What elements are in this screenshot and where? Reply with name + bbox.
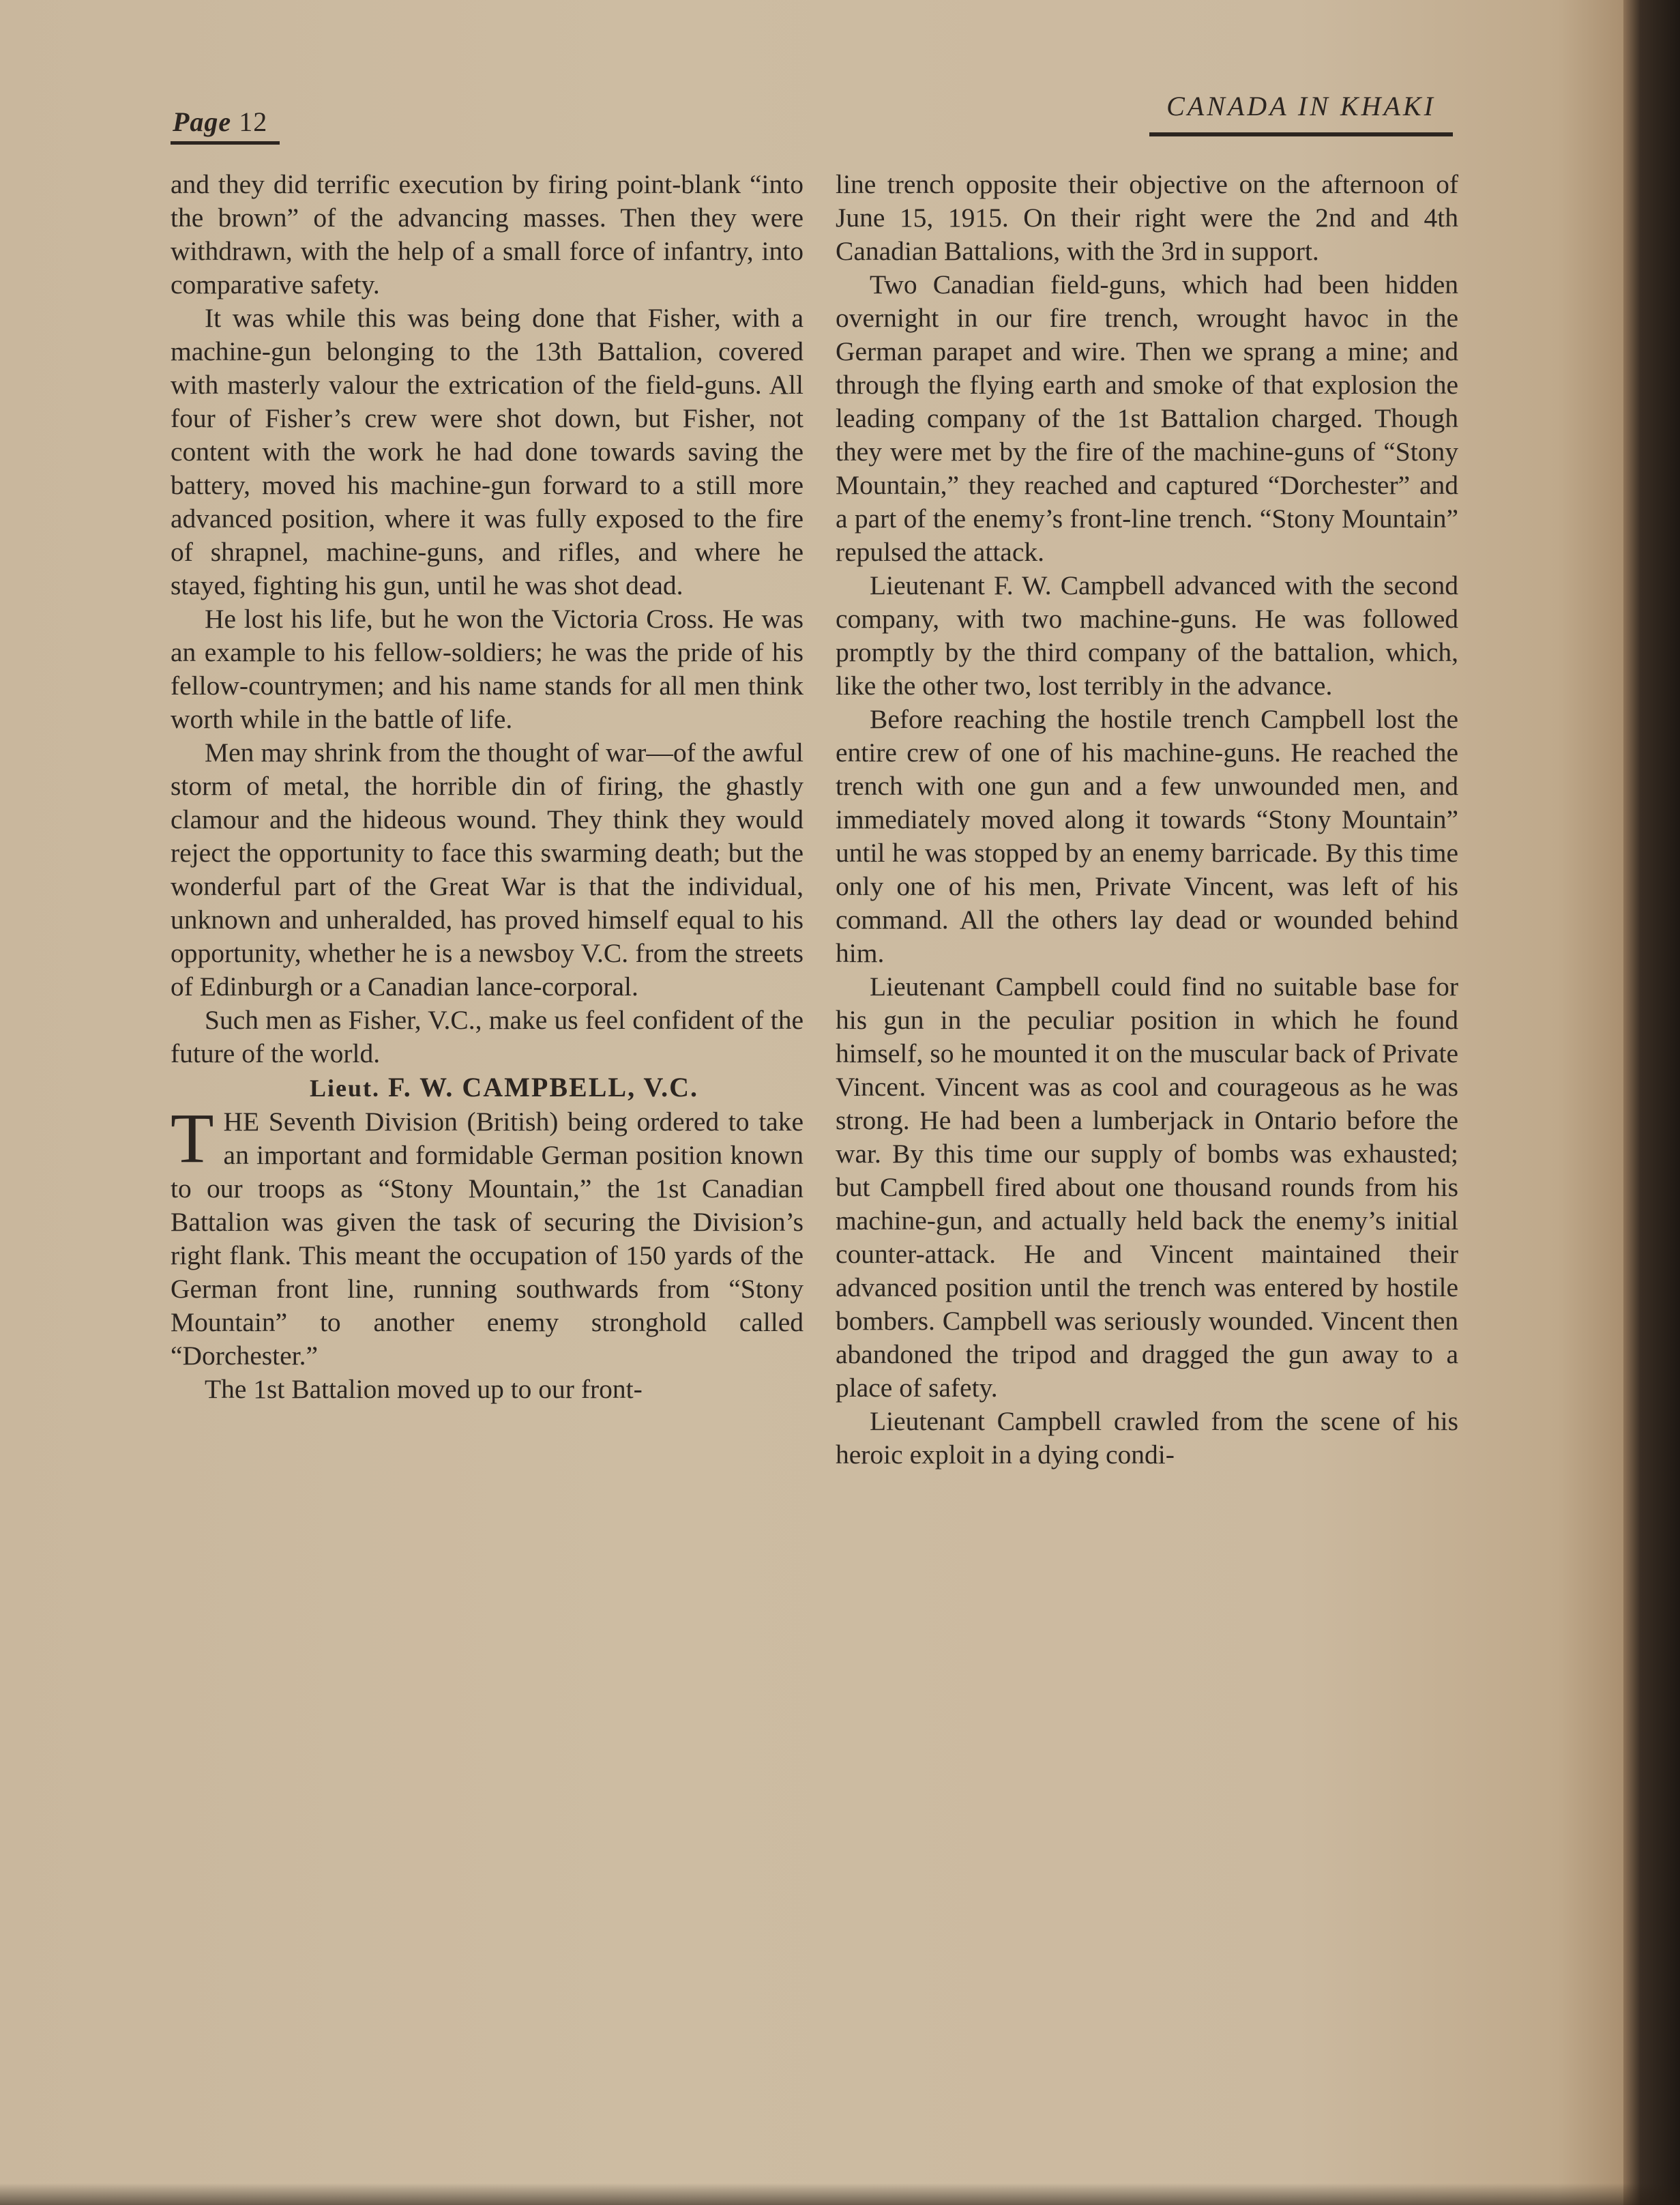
paragraph: Two Canadian field-guns, which had been hidden overnight in our fire trench, wrought havoc in the German parapet and wire. Then we sprang a mine; and through the flying earth and smoke of that explosion the leading company of the 1st Battalion charged. Though they were met by the fire of the machine-guns of “Stony Mountain,” they reached and captured “Dorchester” and a part of the enemy’s front-line trench. “Stony Mountain” repulsed the attack. bbox=[836, 269, 1458, 567]
section-heading-prefix: Lieut. bbox=[310, 1075, 381, 1102]
paragraph: Lieutenant Campbell crawled from the scene of his heroic exploit in a dying condi- bbox=[836, 1406, 1458, 1470]
section-heading bbox=[171, 1070, 804, 1105]
section-heading-title: F. W. CAMPBELL, V.C. bbox=[388, 1072, 698, 1102]
paragraph: Men may shrink from the thought of war—of the awful storm of metal, the horrible din of firing, the ghastly clamour and the hideous wound. They think they would reject the opportunity to face this swarming death; but the wonderful part of the Great War is that the individual, unknown and unheralded, has proved himself equal to his opportunity, whether he is a newsboy V.C. from the streets of Edinburgh or a Canadian lance-corporal. bbox=[171, 738, 804, 1002]
paragraph: Before reaching the hostile trench Campbell lost the entire crew of one of his machine-guns. He reached the trench with one gun and a few unwounded men, and immediately moved along it towards “Stony Mountain” until he was stopped by an enemy barricade. By this time only one of his men, Private Vincent, was left of his command. All the others lay dead or wounded behind him. bbox=[836, 704, 1458, 968]
paragraph: line trench opposite their objective on the afternoon of June 15, 1915. On their right were the 2nd and 4th Canadian Battalions, with the 3rd in support. bbox=[836, 169, 1458, 266]
running-title-underline bbox=[1149, 132, 1453, 136]
paragraph: and they did terrific execution by firing point-blank “into the brown” of the advancing masses. Then they were withdrawn, with the help of a small force of infantry, into comparative safety. bbox=[171, 169, 804, 300]
page-word: Page bbox=[173, 106, 232, 137]
page-binding-edge bbox=[1623, 0, 1680, 2205]
first-paragraph bbox=[171, 1099, 804, 1373]
first-paragraph-text: HE Seventh Division (British) being ordered to take an important and formidable German position known to our troops as “Stony Mountain,” the 1st Canadian Battalion was given the task of securing the Division’s right flank. This meant the occupation of 150 yards of the German front line, running southwards from “Stony Mountain” to another enemy stronghold called “Dorchester.” bbox=[171, 1107, 804, 1371]
running-title: CANADA IN KHAKI bbox=[1166, 91, 1436, 121]
right-column bbox=[836, 168, 1458, 1472]
page-bottom-shadow bbox=[0, 2183, 1680, 2205]
left-column bbox=[171, 168, 804, 1406]
page-number-label bbox=[173, 106, 267, 138]
paragraph: Lieutenant F. W. Campbell advanced with the second company, with two machine-guns. He was followed promptly by the third company of the battalion, which, like the other two, lost terribly in the advance. bbox=[836, 570, 1458, 701]
drop-cap: T bbox=[171, 1099, 214, 1178]
paragraph: The 1st Battalion moved up to our front- bbox=[205, 1374, 643, 1404]
page-number-underline bbox=[171, 141, 280, 145]
paragraph: Lieutenant Campbell could find no suitable base for his gun in the peculiar position in which he found himself, so he mounted it on the muscular back of Private Vincent. Vincent was as cool and courageous as he was strong. He had been a lumberjack in Ontario before the war. By this time our supply of bombs was exhausted; but Campbell fired about one thousand rounds from his machine-gun, and actually held back the enemy’s initial counter-attack. He and Vincent maintained their advanced position until the trench was entered by hostile bombers. Campbell was seriously wounded. Vincent then abandoned the tripod and dragged the gun away to a place of safety. bbox=[836, 972, 1458, 1403]
paragraph: Such men as Fisher, V.C., make us feel confident of the future of the world. bbox=[171, 1005, 804, 1068]
page-number: 12 bbox=[239, 106, 268, 137]
paragraph: He lost his life, but he won the Victoria Cross. He was an example to his fellow-soldiers; he was the pride of his fellow-countrymen; and his name stands for all men think worth while in the battle of life. bbox=[171, 604, 804, 734]
paragraph: It was while this was being done that Fisher, with a machine-gun belonging to the 13th Battalion, covered with masterly valour the extrication of the field-guns. All four of Fisher’s crew were shot down, but Fisher, not content with the work he had done towards saving the battery, moved his machine-gun forward to a still more advanced position, where it was fully exposed to the fire of shrapnel, machine-guns, and rifles, and where he stayed, fighting his gun, until he was shot dead. bbox=[171, 303, 804, 600]
